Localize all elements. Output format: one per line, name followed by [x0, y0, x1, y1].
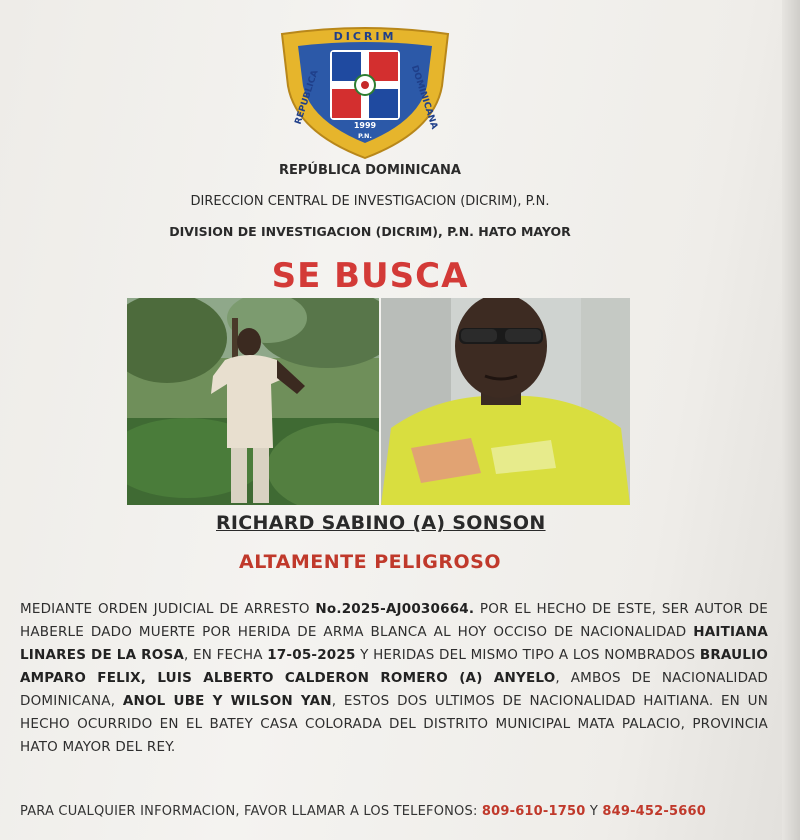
logo-left-text: REPUBLICA	[293, 68, 321, 126]
page-edge-shadow	[782, 0, 800, 840]
body-text-3: , EN FECHA	[184, 647, 268, 663]
logo-top-text: DICRIM	[333, 30, 397, 43]
dicrim-badge-logo	[276, 24, 454, 160]
suspect-name: RICHARD SABINO (A) SONSON	[216, 512, 546, 534]
header-division: DIVISION DE INVESTIGACION (DICRIM), P.N. HATO MAYOR	[169, 224, 571, 239]
suspect-photo-full-body	[127, 298, 379, 505]
footer-separator: Y	[585, 804, 603, 819]
footer-text: PARA CUALQUIER INFORMACION, FAVOR LLAMAR A LOS TELEFONOS:	[20, 804, 482, 819]
injured-persons-2: ANOL UBE Y WILSON YAN	[122, 693, 332, 709]
case-description	[20, 598, 768, 759]
logo-abbr: P.N.	[358, 132, 372, 140]
phone-number-2: 849-452-5660	[602, 804, 706, 819]
incident-date: 17-05-2025	[267, 647, 356, 663]
body-text-4: Y HERIDAS DEL MISMO TIPO A LOS NOMBRADOS	[355, 647, 700, 663]
body-text-6: , ESTOS DOS ULTIMOS DE NACIONALIDAD HAITIANA. EN UN HECHO OCURRIDO EN EL BATEY CASA COLORADA DEL DISTRITO MUNICIPAL MATA PALACIO, PROVINCIA HATO MAYOR DEL REY.	[20, 693, 768, 755]
logo-year: 1999	[353, 121, 377, 130]
body-text-1: MEDIANTE ORDEN JUDICIAL DE ARRESTO	[20, 601, 316, 617]
contact-footer	[20, 804, 790, 819]
suspect-photo-portrait	[381, 298, 630, 505]
danger-warning: ALTAMENTE PELIGROSO	[239, 551, 501, 573]
header-agency: DIRECCION CENTRAL DE INVESTIGACION (DICRIM), P.N.	[190, 194, 550, 209]
body-text-2: POR EL HECHO DE ESTE, SER AUTOR DE HABERLE DADO MUERTE POR HERIDA DE ARMA BLANCA AL HOY OCCISO DE NACIONALIDAD	[20, 601, 769, 640]
arrest-order-number: No.2025-AJ0030664.	[315, 601, 475, 617]
injured-persons-1: BRAULIO AMPARO FELIX, LUIS ALBERTO CALDERON ROMERO (A) ANYELO	[20, 647, 769, 686]
phone-number-1: 809-610-1750	[481, 804, 586, 819]
wanted-title: SE BUSCA	[271, 256, 469, 296]
logo-right-text: DOMINICANA	[408, 64, 439, 131]
victim-name: HAITIANA LINARES DE LA ROSA	[20, 624, 768, 663]
body-text-5: , AMBOS DE NACIONALIDAD DOMINICANA,	[20, 670, 768, 709]
header-country: REPÚBLICA DOMINICANA	[278, 163, 461, 178]
